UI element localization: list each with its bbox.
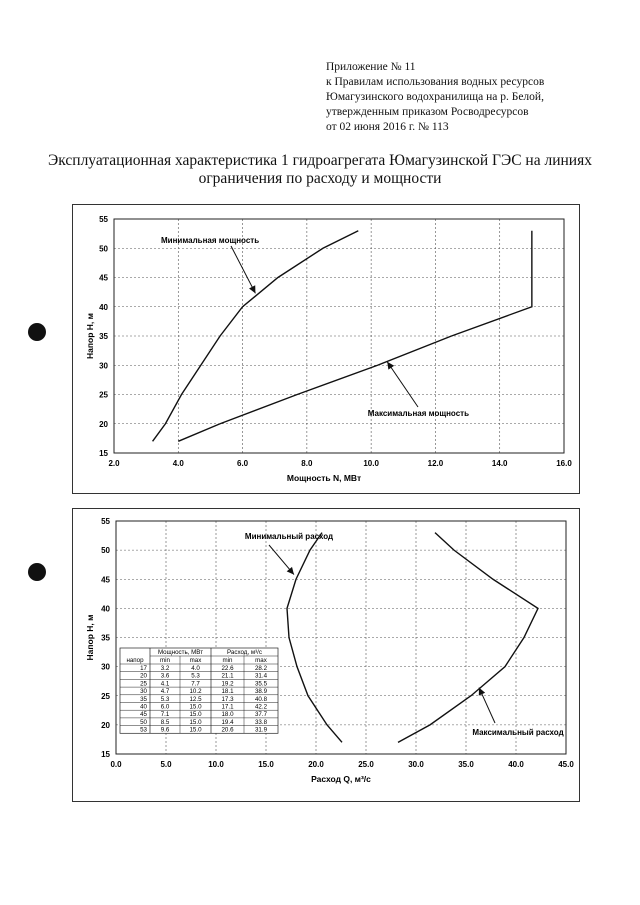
x-tick-label: 2.0 <box>108 459 120 468</box>
y-tick-label: 20 <box>101 720 110 730</box>
y-tick-label: 45 <box>101 575 110 585</box>
y-tick-label: 40 <box>101 604 110 614</box>
y-tick-label: 35 <box>101 633 110 643</box>
y-tick-label: 25 <box>99 390 108 400</box>
annotation-label: Минимальная мощность <box>161 236 260 245</box>
y-tick-label: 55 <box>99 215 108 224</box>
table-column-header: max <box>189 657 202 664</box>
y-tick-label: 45 <box>99 273 108 283</box>
x-tick-label: 35.0 <box>458 760 474 769</box>
table-cell: 9.6 <box>160 726 170 734</box>
x-axis-label: Мощность N, МВт <box>286 473 362 483</box>
y-tick-label: 50 <box>99 244 108 254</box>
x-tick-label: 15.0 <box>258 760 274 769</box>
power-chart <box>73 205 579 493</box>
table-cell: 15.0 <box>189 703 202 711</box>
x-tick-label: 40.0 <box>508 760 524 769</box>
annotation-arrowhead <box>387 362 394 370</box>
header-line: Приложение № 11 <box>326 61 416 73</box>
x-tick-label: 30.0 <box>408 760 424 769</box>
y-tick-label: 15 <box>99 449 108 458</box>
annotation-arrow-line <box>387 362 418 407</box>
table-cell: 19.4 <box>221 718 234 726</box>
table-cell: 30 <box>140 688 147 696</box>
y-axis-label: Напор H, м <box>85 614 95 661</box>
table-cell: 35 <box>140 695 147 703</box>
table-cell: 19.2 <box>221 680 234 688</box>
table-cell: 20.6 <box>221 726 234 734</box>
header-line: от 02 июня 2016 г. № 113 <box>326 121 449 133</box>
table-cell: 15.0 <box>189 711 202 719</box>
table-cell: 10.2 <box>189 688 202 696</box>
table-cell: 37.7 <box>254 711 268 719</box>
document-title <box>40 152 600 188</box>
table-cell: 38.9 <box>254 688 268 696</box>
table-cell: 7.7 <box>191 680 200 688</box>
table-cell: 20 <box>140 672 147 680</box>
table-cell: 18.1 <box>221 688 234 696</box>
annotation-label: Максимальный расход <box>472 728 564 737</box>
table-cell: 3.2 <box>160 665 170 672</box>
table-cell: 33.8 <box>254 718 268 726</box>
punch-hole-top <box>28 323 46 341</box>
table-cell: 35.5 <box>254 680 268 688</box>
appendix-header <box>326 60 544 135</box>
table-cell: 7.1 <box>160 711 170 719</box>
y-tick-label: 50 <box>101 546 110 556</box>
plot-area <box>85 215 572 483</box>
table-group-header: Расход, м³/с <box>227 649 262 656</box>
table-cell: 31.4 <box>254 672 268 680</box>
punch-hole-bottom <box>28 563 46 581</box>
x-tick-label: 12.0 <box>427 459 444 468</box>
table-cell: 8.5 <box>160 718 170 726</box>
y-tick-label: 55 <box>101 517 110 526</box>
x-tick-label: 10.0 <box>363 459 379 468</box>
table-cell: 22.6 <box>221 665 234 672</box>
table-cell: 50 <box>140 718 147 726</box>
annotation-label: Максимальная мощность <box>367 409 469 418</box>
table-group-header: Мощность, МВт <box>157 649 204 656</box>
table-cell: 21.1 <box>221 672 234 680</box>
annotation-arrow-line <box>231 246 255 293</box>
y-tick-label: 15 <box>101 750 110 759</box>
table-column-header: max <box>255 657 267 664</box>
table-cell: 4.0 <box>191 665 200 672</box>
x-tick-label: 20.0 <box>308 760 324 769</box>
flow-chart <box>73 509 579 801</box>
header-line: утвержденным приказом Росводресурсов <box>326 106 529 118</box>
x-tick-label: 14.0 <box>491 459 508 468</box>
table-cell: 53 <box>140 726 147 734</box>
y-tick-label: 35 <box>99 332 108 341</box>
y-tick-label: 40 <box>99 302 108 312</box>
table-cell: 40.8 <box>254 695 268 703</box>
table-cell: 45 <box>140 711 147 719</box>
title-line-1: Эксплуатационная характеристика 1 гидроагрегата Юмагузинской ГЭС на линиях <box>48 152 592 169</box>
x-tick-label: 10.0 <box>208 760 224 769</box>
table-cell: 25 <box>140 680 147 688</box>
table-cell: 28.2 <box>254 665 268 672</box>
table-cell: 12.5 <box>189 695 202 703</box>
table-cell: 40 <box>140 703 147 711</box>
table-cell: 4.7 <box>160 688 170 696</box>
table-column-header: min <box>222 657 233 664</box>
table-cell: 5.3 <box>191 672 200 680</box>
y-axis-label: Напор H, м <box>85 313 95 359</box>
x-tick-label: 25.0 <box>358 760 374 769</box>
table-cell: 17 <box>140 665 147 672</box>
table-column-header: напор <box>126 657 144 664</box>
x-tick-label: 6.0 <box>237 459 249 468</box>
table-cell: 6.0 <box>160 703 170 711</box>
x-tick-label: 0.0 <box>110 760 122 769</box>
x-tick-label: 4.0 <box>172 459 184 468</box>
y-tick-label: 30 <box>99 361 108 371</box>
table-cell: 15.0 <box>189 726 202 734</box>
table-cell: 31.9 <box>254 726 268 734</box>
x-tick-label: 45.0 <box>558 760 574 769</box>
table-cell: 17.1 <box>221 703 234 711</box>
x-tick-label: 8.0 <box>301 459 313 468</box>
annotation-label: Минимальный расход <box>244 532 334 541</box>
power-chart-panel <box>72 204 580 494</box>
table-cell: 3.6 <box>160 672 170 680</box>
values-table <box>120 648 278 734</box>
y-tick-label: 20 <box>99 419 108 429</box>
x-tick-label: 16.0 <box>556 459 572 468</box>
header-line: к Правилам использования водных ресурсов <box>326 76 545 88</box>
table-column-header: min <box>160 657 170 664</box>
flow-chart-panel <box>72 508 580 802</box>
table-cell: 5.3 <box>160 695 170 703</box>
y-tick-label: 30 <box>101 662 110 672</box>
table-cell: 18.0 <box>221 711 234 719</box>
x-axis-label: Расход Q, м³/с <box>311 774 371 784</box>
table-cell: 15.0 <box>189 718 202 726</box>
header-line: Юмагузинского водохранилища на р. Белой, <box>326 91 544 103</box>
title-line-2: ограничения по расходу и мощности <box>198 170 442 187</box>
y-tick-label: 25 <box>101 691 110 701</box>
x-tick-label: 5.0 <box>160 760 172 769</box>
table-cell: 17.3 <box>221 695 234 703</box>
table-cell: 42.2 <box>254 703 268 711</box>
table-cell: 4.1 <box>160 680 170 688</box>
